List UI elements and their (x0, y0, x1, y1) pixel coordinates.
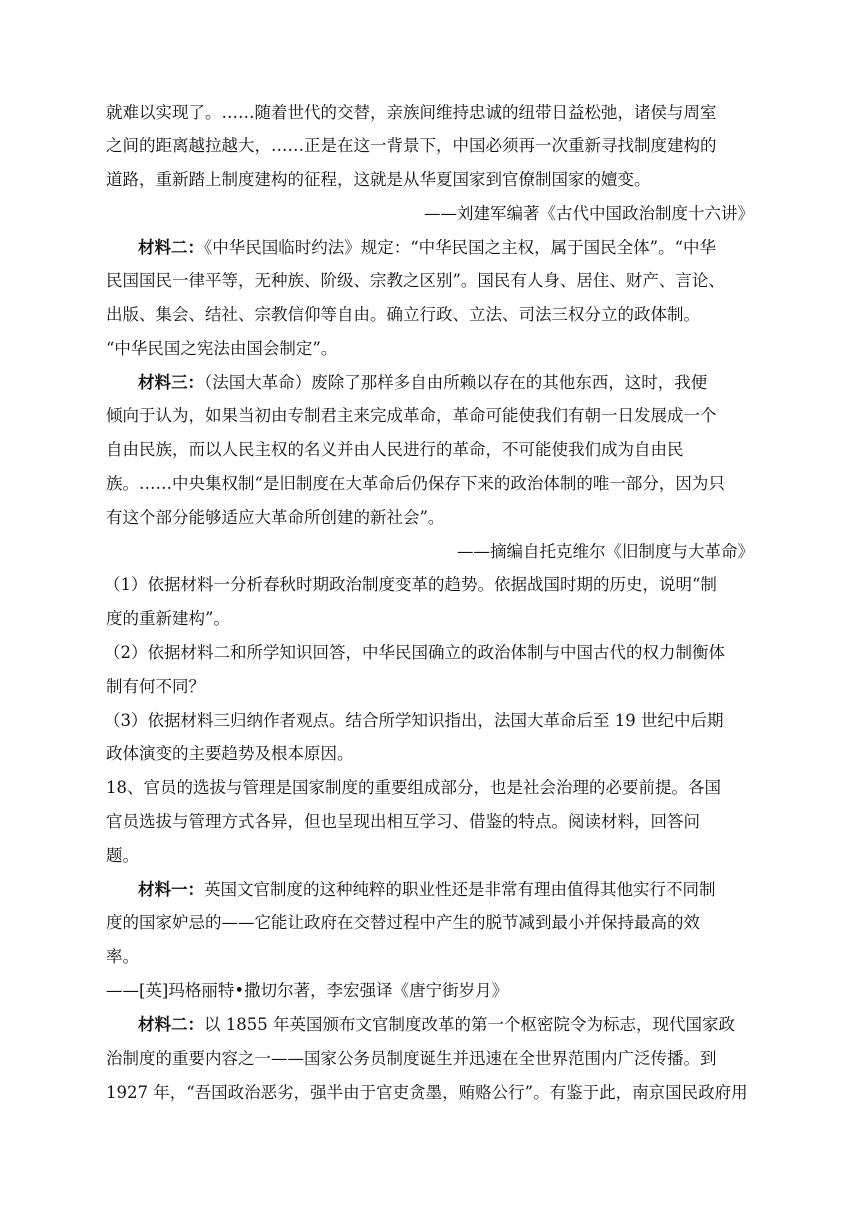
text-line: 道路，重新踏上制度建构的征程，这就是从华夏国家到官僚制国家的嬗变。 (106, 170, 651, 189)
text-line: 之间的距离越拉越大，……正是在这一背景下，中国必须再一次重新寻找制度建构的 (106, 136, 717, 155)
question-line: 度的重新建构”。 (106, 609, 230, 628)
source-citation: ——摘编自托克维尔《旧制度与大革命》 (457, 542, 754, 561)
text-line: “中华民国之宪法由国会制定”。 (106, 339, 338, 358)
material-label: 材料二： (138, 1015, 204, 1034)
material-text: （法国大革命）废除了那样多自由所赖以存在的其他东西，这时，我便 (204, 373, 708, 392)
material-text: 以 1855 年英国颁布文官制度改革的第一个枢密院令为标志，现代国家政 (204, 1015, 735, 1034)
material-label: 材料一： (138, 880, 204, 899)
question-line: 制有何不同？ (106, 677, 205, 696)
question-18-line: 18、官员的选拔与管理是国家制度的重要组成部分，也是社会治理的必要前提。各国 (106, 778, 721, 797)
text-line: 自由民族，而以人民主权的名义并由人民进行的革命，不可能使我们成为自由民 (106, 440, 684, 459)
question-18-line: 官员选拔与管理方式各异，但也呈现出相互学习、借鉴的特点。阅读材料，回答问 (106, 812, 700, 831)
question-line: 政体演变的主要趋势及根本原因。 (106, 744, 354, 763)
text-line: 就难以实现了。……随着世代的交替，亲族间维持忠诚的纽带日益松弛，诸侯与周室 (106, 103, 717, 122)
material-text: 《中华民国临时约法》规定：“中华民国之主权，属于国民全体”。“中华 (204, 238, 717, 257)
source-citation: ——[英]玛格丽特•撒切尔著，李宏强译《唐宁街岁月》 (106, 981, 509, 1000)
question-line: （3）依据材料三归纳作者观点。结合所学知识指出，法国大革命后至 19 世纪中后期 (104, 711, 724, 730)
text-line: 治制度的重要内容之一——国家公务员制度诞生并迅速在全世界范围内广泛传播。到 (106, 1049, 717, 1068)
text-line: 率。 (106, 947, 139, 966)
text-line: 出版、集会、结社、宗教信仰等自由。确立行政、立法、司法三权分立的政体制。 (106, 305, 700, 324)
text-line: 有这个部分能够适应大革命所创建的新社会”。 (106, 508, 445, 527)
text-line: 族。……中央集权制“是旧制度在大革命后仍保存下来的政治体制的唯一部分，因为只 (106, 474, 725, 493)
material-3-first-line (138, 373, 758, 393)
material-2-first-line (138, 238, 758, 258)
question-line: （2）依据材料二和所学知识回答，中华民国确立的政治体制与中国古代的权力制衡体 (104, 643, 725, 662)
text-line: 民国国民一律平等，无种族、阶级、宗教之区别”。国民有人身、居住、财产、言论、 (106, 271, 725, 290)
text-line: 度的国家妒忌的——它能让政府在交替过程中产生的脱节减到最小并保持最高的效 (106, 913, 700, 932)
material-text: 英国文官制度的这种纯粹的职业性还是非常有理由值得其他实行不同制 (204, 880, 716, 899)
source-citation: ——刘建军编著《古代中国政治制度十六讲》 (424, 204, 754, 223)
text-line: 倾向于认为，如果当初由专制君主来完成革命，革命可能使我们有朝一日发展成一个 (106, 406, 717, 425)
q18-material-2-first-line (138, 1015, 758, 1035)
text-line: 1927 年，“吾国政治恶劣，强半由于官吏贪墨，贿赂公行”。有鉴于此，南京国民政府用 (106, 1083, 748, 1102)
question-18-line: 题。 (106, 846, 139, 865)
question-line: （1）依据材料一分析春秋时期政治制度变革的趋势。依据战国时期的历史，说明“制 (104, 575, 717, 594)
material-label: 材料二： (138, 238, 204, 257)
q18-material-1-first-line (138, 880, 758, 900)
material-label: 材料三： (138, 373, 204, 392)
